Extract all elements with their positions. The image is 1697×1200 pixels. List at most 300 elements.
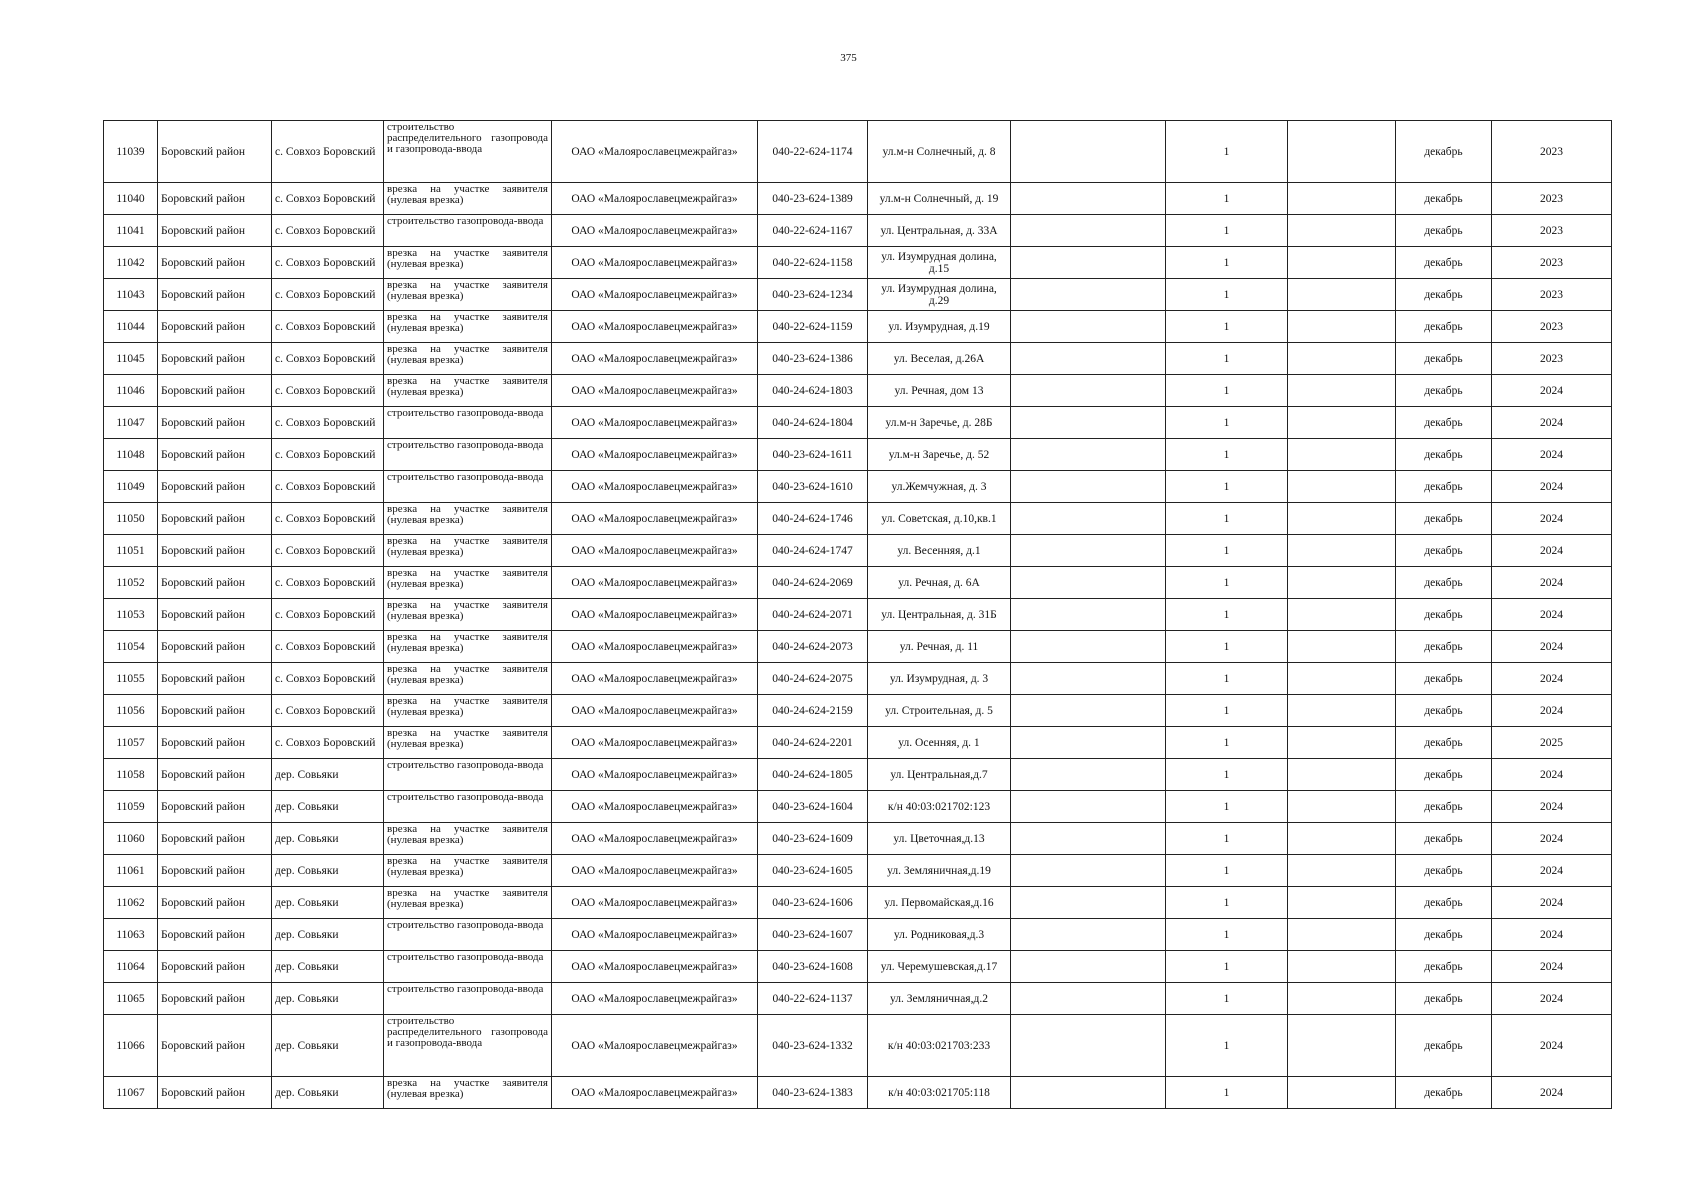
settlement-cell: с. Совхоз Боровский — [272, 535, 384, 567]
code-cell: 040-23-624-1386 — [758, 343, 868, 375]
work-type-cell: врезка на участке заявителя (нулевая врезка) — [384, 183, 552, 215]
quantity-cell: 1 — [1166, 407, 1288, 439]
month-cell: декабрь — [1396, 247, 1492, 279]
address-cell: ул. Речная, дом 13 — [868, 375, 1011, 407]
work-type-cell: врезка на участке заявителя (нулевая врезка) — [384, 247, 552, 279]
code-cell: 040-23-624-1332 — [758, 1015, 868, 1077]
empty-cell — [1288, 375, 1396, 407]
work-type-cell: врезка на участке заявителя (нулевая врезка) — [384, 727, 552, 759]
organization-cell: ОАО «Малоярославецмежрайгаз» — [552, 535, 758, 567]
code-cell: 040-23-624-1234 — [758, 279, 868, 311]
quantity-cell: 1 — [1166, 375, 1288, 407]
row-number: 11050 — [104, 503, 158, 535]
work-type-cell: врезка на участке заявителя (нулевая врезка) — [384, 695, 552, 727]
settlement-cell: с. Совхоз Боровский — [272, 503, 384, 535]
row-number: 11057 — [104, 727, 158, 759]
work-type-cell: врезка на участке заявителя (нулевая врезка) — [384, 311, 552, 343]
work-type-cell: врезка на участке заявителя (нулевая врезка) — [384, 567, 552, 599]
work-type-cell: строительство газопровода-ввода — [384, 919, 552, 951]
settlement-cell: дер. Совьяки — [272, 823, 384, 855]
year-cell: 2024 — [1492, 439, 1612, 471]
year-cell: 2024 — [1492, 599, 1612, 631]
organization-cell: ОАО «Малоярославецмежрайгаз» — [552, 983, 758, 1015]
district-cell: Боровский район — [158, 1015, 272, 1077]
empty-cell — [1288, 983, 1396, 1015]
work-type-cell: строительство газопровода-ввода — [384, 439, 552, 471]
empty-cell — [1011, 183, 1166, 215]
address-cell: ул. Земляничная,д.19 — [868, 855, 1011, 887]
year-cell: 2024 — [1492, 823, 1612, 855]
district-cell: Боровский район — [158, 663, 272, 695]
empty-cell — [1288, 855, 1396, 887]
work-type-cell: врезка на участке заявителя (нулевая врезка) — [384, 343, 552, 375]
settlement-cell: дер. Совьяки — [272, 1077, 384, 1109]
year-cell: 2023 — [1492, 311, 1612, 343]
table-row — [104, 983, 1612, 1015]
code-cell: 040-23-624-1383 — [758, 1077, 868, 1109]
table-row — [104, 1077, 1612, 1109]
year-cell: 2024 — [1492, 535, 1612, 567]
work-type-cell: врезка на участке заявителя (нулевая врезка) — [384, 535, 552, 567]
settlement-cell: с. Совхоз Боровский — [272, 375, 384, 407]
settlement-cell: с. Совхоз Боровский — [272, 247, 384, 279]
district-cell: Боровский район — [158, 631, 272, 663]
district-cell: Боровский район — [158, 983, 272, 1015]
district-cell: Боровский район — [158, 567, 272, 599]
quantity-cell: 1 — [1166, 983, 1288, 1015]
organization-cell: ОАО «Малоярославецмежрайгаз» — [552, 215, 758, 247]
district-cell: Боровский район — [158, 823, 272, 855]
code-cell: 040-22-624-1159 — [758, 311, 868, 343]
month-cell: декабрь — [1396, 407, 1492, 439]
organization-cell: ОАО «Малоярославецмежрайгаз» — [552, 247, 758, 279]
month-cell: декабрь — [1396, 823, 1492, 855]
address-cell: ул. Центральная,д.7 — [868, 759, 1011, 791]
settlement-cell: с. Совхоз Боровский — [272, 183, 384, 215]
year-cell: 2024 — [1492, 503, 1612, 535]
district-cell: Боровский район — [158, 407, 272, 439]
month-cell: декабрь — [1396, 1015, 1492, 1077]
work-type-cell: врезка на участке заявителя (нулевая врезка) — [384, 631, 552, 663]
row-number: 11042 — [104, 247, 158, 279]
organization-cell: ОАО «Малоярославецмежрайгаз» — [552, 631, 758, 663]
empty-cell — [1011, 343, 1166, 375]
quantity-cell: 1 — [1166, 439, 1288, 471]
work-type-cell: строительство газопровода-ввода — [384, 983, 552, 1015]
settlement-cell: дер. Совьяки — [272, 983, 384, 1015]
table-row — [104, 1015, 1612, 1077]
work-type-cell: врезка на участке заявителя (нулевая врезка) — [384, 887, 552, 919]
quantity-cell: 1 — [1166, 695, 1288, 727]
district-cell: Боровский район — [158, 121, 272, 183]
code-cell: 040-24-624-2159 — [758, 695, 868, 727]
row-number: 11059 — [104, 791, 158, 823]
district-cell: Боровский район — [158, 695, 272, 727]
code-cell: 040-23-624-1611 — [758, 439, 868, 471]
month-cell: декабрь — [1396, 599, 1492, 631]
year-cell: 2024 — [1492, 1015, 1612, 1077]
empty-cell — [1288, 535, 1396, 567]
address-cell: ул. Осенняя, д. 1 — [868, 727, 1011, 759]
year-cell: 2023 — [1492, 121, 1612, 183]
code-cell: 040-22-624-1158 — [758, 247, 868, 279]
settlement-cell: с. Совхоз Боровский — [272, 343, 384, 375]
code-cell: 040-24-624-2073 — [758, 631, 868, 663]
empty-cell — [1011, 599, 1166, 631]
organization-cell: ОАО «Малоярославецмежрайгаз» — [552, 759, 758, 791]
empty-cell — [1011, 919, 1166, 951]
row-number: 11056 — [104, 695, 158, 727]
code-cell: 040-23-624-1607 — [758, 919, 868, 951]
month-cell: декабрь — [1396, 695, 1492, 727]
work-type-cell: строительство газопровода-ввода — [384, 759, 552, 791]
empty-cell — [1288, 503, 1396, 535]
month-cell: декабрь — [1396, 503, 1492, 535]
month-cell: декабрь — [1396, 343, 1492, 375]
work-type-cell: строительство газопровода-ввода — [384, 791, 552, 823]
empty-cell — [1011, 279, 1166, 311]
address-cell: к/н 40:03:021702:123 — [868, 791, 1011, 823]
year-cell: 2024 — [1492, 855, 1612, 887]
code-cell: 040-24-624-2071 — [758, 599, 868, 631]
empty-cell — [1011, 375, 1166, 407]
district-cell: Боровский район — [158, 599, 272, 631]
table-row — [104, 823, 1612, 855]
quantity-cell: 1 — [1166, 343, 1288, 375]
work-type-cell: строительство газопровода-ввода — [384, 215, 552, 247]
code-cell: 040-24-624-1803 — [758, 375, 868, 407]
quantity-cell: 1 — [1166, 567, 1288, 599]
address-cell: ул. Земляничная,д.2 — [868, 983, 1011, 1015]
empty-cell — [1288, 759, 1396, 791]
organization-cell: ОАО «Малоярославецмежрайгаз» — [552, 439, 758, 471]
year-cell: 2024 — [1492, 1077, 1612, 1109]
table-row — [104, 407, 1612, 439]
row-number: 11049 — [104, 471, 158, 503]
row-number: 11039 — [104, 121, 158, 183]
settlement-cell: с. Совхоз Боровский — [272, 599, 384, 631]
table-row — [104, 183, 1612, 215]
district-cell: Боровский район — [158, 439, 272, 471]
district-cell: Боровский район — [158, 343, 272, 375]
month-cell: декабрь — [1396, 471, 1492, 503]
empty-cell — [1011, 535, 1166, 567]
quantity-cell: 1 — [1166, 951, 1288, 983]
work-type-cell: строительство газопровода-ввода — [384, 407, 552, 439]
empty-cell — [1011, 311, 1166, 343]
year-cell: 2024 — [1492, 791, 1612, 823]
month-cell: декабрь — [1396, 311, 1492, 343]
year-cell: 2023 — [1492, 279, 1612, 311]
work-type-cell: врезка на участке заявителя (нулевая врезка) — [384, 663, 552, 695]
month-cell: декабрь — [1396, 855, 1492, 887]
organization-cell: ОАО «Малоярославецмежрайгаз» — [552, 375, 758, 407]
empty-cell — [1011, 663, 1166, 695]
organization-cell: ОАО «Малоярославецмежрайгаз» — [552, 919, 758, 951]
district-cell: Боровский район — [158, 247, 272, 279]
empty-cell — [1288, 439, 1396, 471]
year-cell: 2023 — [1492, 343, 1612, 375]
row-number: 11052 — [104, 567, 158, 599]
settlement-cell: с. Совхоз Боровский — [272, 407, 384, 439]
settlement-cell: с. Совхоз Боровский — [272, 279, 384, 311]
quantity-cell: 1 — [1166, 471, 1288, 503]
code-cell: 040-24-624-1746 — [758, 503, 868, 535]
table-row — [104, 631, 1612, 663]
table-row — [104, 279, 1612, 311]
work-type-cell: строительство газопровода-ввода — [384, 951, 552, 983]
work-type-cell: врезка на участке заявителя (нулевая врезка) — [384, 279, 552, 311]
empty-cell — [1011, 247, 1166, 279]
address-cell: ул. Первомайская,д.16 — [868, 887, 1011, 919]
year-cell: 2024 — [1492, 887, 1612, 919]
settlement-cell: с. Совхоз Боровский — [272, 663, 384, 695]
row-number: 11041 — [104, 215, 158, 247]
table-row — [104, 311, 1612, 343]
row-number: 11043 — [104, 279, 158, 311]
empty-cell — [1288, 215, 1396, 247]
work-type-cell: врезка на участке заявителя (нулевая врезка) — [384, 599, 552, 631]
quantity-cell: 1 — [1166, 183, 1288, 215]
district-cell: Боровский район — [158, 215, 272, 247]
row-number: 11047 — [104, 407, 158, 439]
table-row — [104, 599, 1612, 631]
organization-cell: ОАО «Малоярославецмежрайгаз» — [552, 311, 758, 343]
year-cell: 2024 — [1492, 951, 1612, 983]
empty-cell — [1288, 279, 1396, 311]
organization-cell: ОАО «Малоярославецмежрайгаз» — [552, 471, 758, 503]
address-cell: ул. Речная, д. 6А — [868, 567, 1011, 599]
table-row — [104, 343, 1612, 375]
empty-cell — [1288, 791, 1396, 823]
organization-cell: ОАО «Малоярославецмежрайгаз» — [552, 279, 758, 311]
month-cell: декабрь — [1396, 183, 1492, 215]
row-number: 11058 — [104, 759, 158, 791]
empty-cell — [1288, 183, 1396, 215]
row-number: 11055 — [104, 663, 158, 695]
empty-cell — [1011, 215, 1166, 247]
row-number: 11053 — [104, 599, 158, 631]
code-cell: 040-23-624-1604 — [758, 791, 868, 823]
settlement-cell: с. Совхоз Боровский — [272, 695, 384, 727]
empty-cell — [1011, 951, 1166, 983]
table-body — [104, 121, 1612, 1109]
quantity-cell: 1 — [1166, 215, 1288, 247]
year-cell: 2024 — [1492, 407, 1612, 439]
address-cell: ул.м-н Солнечный, д. 19 — [868, 183, 1011, 215]
district-cell: Боровский район — [158, 503, 272, 535]
row-number: 11051 — [104, 535, 158, 567]
district-cell: Боровский район — [158, 855, 272, 887]
address-cell: ул. Цветочная,д.13 — [868, 823, 1011, 855]
row-number: 11046 — [104, 375, 158, 407]
empty-cell — [1288, 1077, 1396, 1109]
empty-cell — [1288, 343, 1396, 375]
empty-cell — [1288, 1015, 1396, 1077]
settlement-cell: дер. Совьяки — [272, 855, 384, 887]
settlement-cell: с. Совхоз Боровский — [272, 121, 384, 183]
settlement-cell: дер. Совьяки — [272, 791, 384, 823]
address-cell: ул. Изумрудная долина, д.15 — [868, 247, 1011, 279]
settlement-cell: с. Совхоз Боровский — [272, 567, 384, 599]
address-cell: ул.м-н Заречье, д. 52 — [868, 439, 1011, 471]
organization-cell: ОАО «Малоярославецмежрайгаз» — [552, 121, 758, 183]
organization-cell: ОАО «Малоярославецмежрайгаз» — [552, 567, 758, 599]
quantity-cell: 1 — [1166, 759, 1288, 791]
address-cell: ул. Изумрудная долина, д.29 — [868, 279, 1011, 311]
code-cell: 040-22-624-1174 — [758, 121, 868, 183]
work-type-cell: врезка на участке заявителя (нулевая врезка) — [384, 503, 552, 535]
organization-cell: ОАО «Малоярославецмежрайгаз» — [552, 503, 758, 535]
settlement-cell: с. Совхоз Боровский — [272, 215, 384, 247]
row-number: 11067 — [104, 1077, 158, 1109]
organization-cell: ОАО «Малоярославецмежрайгаз» — [552, 855, 758, 887]
district-cell: Боровский район — [158, 759, 272, 791]
table-row — [104, 759, 1612, 791]
year-cell: 2024 — [1492, 631, 1612, 663]
table-row — [104, 471, 1612, 503]
code-cell: 040-22-624-1137 — [758, 983, 868, 1015]
settlement-cell: дер. Совьяки — [272, 759, 384, 791]
code-cell: 040-23-624-1389 — [758, 183, 868, 215]
address-cell: ул. Веселая, д.26А — [868, 343, 1011, 375]
year-cell: 2024 — [1492, 567, 1612, 599]
address-cell: ул.м-н Заречье, д. 28Б — [868, 407, 1011, 439]
empty-cell — [1288, 823, 1396, 855]
organization-cell: ОАО «Малоярославецмежрайгаз» — [552, 343, 758, 375]
work-type-cell: врезка на участке заявителя (нулевая врезка) — [384, 823, 552, 855]
empty-cell — [1288, 887, 1396, 919]
empty-cell — [1288, 663, 1396, 695]
quantity-cell: 1 — [1166, 311, 1288, 343]
empty-cell — [1288, 951, 1396, 983]
work-type-cell: врезка на участке заявителя (нулевая врезка) — [384, 855, 552, 887]
row-number: 11060 — [104, 823, 158, 855]
table-row — [104, 375, 1612, 407]
month-cell: декабрь — [1396, 983, 1492, 1015]
table-row — [104, 695, 1612, 727]
code-cell: 040-22-624-1167 — [758, 215, 868, 247]
organization-cell: ОАО «Малоярославецмежрайгаз» — [552, 1077, 758, 1109]
month-cell: декабрь — [1396, 919, 1492, 951]
empty-cell — [1288, 311, 1396, 343]
code-cell: 040-23-624-1610 — [758, 471, 868, 503]
year-cell: 2023 — [1492, 183, 1612, 215]
organization-cell: ОАО «Малоярославецмежрайгаз» — [552, 599, 758, 631]
table-row — [104, 791, 1612, 823]
empty-cell — [1011, 439, 1166, 471]
empty-cell — [1288, 919, 1396, 951]
settlement-cell: дер. Совьяки — [272, 887, 384, 919]
work-type-cell: строительство распределительного газопровода и газопровода-ввода — [384, 1015, 552, 1077]
row-number: 11044 — [104, 311, 158, 343]
address-cell: ул. Черемушевская,д.17 — [868, 951, 1011, 983]
district-cell: Боровский район — [158, 375, 272, 407]
quantity-cell: 1 — [1166, 279, 1288, 311]
work-type-cell: строительство газопровода-ввода — [384, 471, 552, 503]
table-row — [104, 951, 1612, 983]
row-number: 11061 — [104, 855, 158, 887]
empty-cell — [1288, 727, 1396, 759]
code-cell: 040-24-624-1805 — [758, 759, 868, 791]
empty-cell — [1011, 791, 1166, 823]
settlement-cell: с. Совхоз Боровский — [272, 631, 384, 663]
quantity-cell: 1 — [1166, 1077, 1288, 1109]
empty-cell — [1011, 567, 1166, 599]
year-cell: 2024 — [1492, 983, 1612, 1015]
year-cell: 2023 — [1492, 215, 1612, 247]
organization-cell: ОАО «Малоярославецмежрайгаз» — [552, 823, 758, 855]
month-cell: декабрь — [1396, 439, 1492, 471]
organization-cell: ОАО «Малоярославецмежрайгаз» — [552, 183, 758, 215]
quantity-cell: 1 — [1166, 919, 1288, 951]
table-row — [104, 663, 1612, 695]
row-number: 11048 — [104, 439, 158, 471]
empty-cell — [1288, 247, 1396, 279]
empty-cell — [1011, 503, 1166, 535]
empty-cell — [1011, 1015, 1166, 1077]
code-cell: 040-24-624-2201 — [758, 727, 868, 759]
row-number: 11065 — [104, 983, 158, 1015]
empty-cell — [1011, 121, 1166, 183]
district-cell: Боровский район — [158, 535, 272, 567]
table-row — [104, 439, 1612, 471]
table-row — [104, 247, 1612, 279]
empty-cell — [1288, 599, 1396, 631]
row-number: 11064 — [104, 951, 158, 983]
month-cell: декабрь — [1396, 759, 1492, 791]
address-cell: ул. Центральная, д. 33А — [868, 215, 1011, 247]
month-cell: декабрь — [1396, 631, 1492, 663]
code-cell: 040-23-624-1609 — [758, 823, 868, 855]
month-cell: декабрь — [1396, 279, 1492, 311]
year-cell: 2025 — [1492, 727, 1612, 759]
empty-cell — [1288, 695, 1396, 727]
address-cell: ул. Строительная, д. 5 — [868, 695, 1011, 727]
settlement-cell: дер. Совьяки — [272, 1015, 384, 1077]
page-number: 375 — [840, 52, 857, 64]
quantity-cell: 1 — [1166, 631, 1288, 663]
quantity-cell: 1 — [1166, 1015, 1288, 1077]
empty-cell — [1011, 983, 1166, 1015]
quantity-cell: 1 — [1166, 663, 1288, 695]
empty-cell — [1011, 695, 1166, 727]
address-cell: ул. Центральная, д. 31Б — [868, 599, 1011, 631]
empty-cell — [1011, 759, 1166, 791]
organization-cell: ОАО «Малоярославецмежрайгаз» — [552, 663, 758, 695]
row-number: 11054 — [104, 631, 158, 663]
quantity-cell: 1 — [1166, 855, 1288, 887]
district-cell: Боровский район — [158, 311, 272, 343]
empty-cell — [1011, 631, 1166, 663]
month-cell: декабрь — [1396, 121, 1492, 183]
address-cell: ул.Жемчужная, д. 3 — [868, 471, 1011, 503]
empty-cell — [1288, 631, 1396, 663]
settlement-cell: дер. Совьяки — [272, 951, 384, 983]
settlement-cell: с. Совхоз Боровский — [272, 471, 384, 503]
organization-cell: ОАО «Малоярославецмежрайгаз» — [552, 407, 758, 439]
table-row — [104, 215, 1612, 247]
year-cell: 2024 — [1492, 695, 1612, 727]
quantity-cell: 1 — [1166, 791, 1288, 823]
table-row — [104, 535, 1612, 567]
month-cell: декабрь — [1396, 535, 1492, 567]
empty-cell — [1011, 407, 1166, 439]
organization-cell: ОАО «Малоярославецмежрайгаз» — [552, 791, 758, 823]
address-cell: ул.м-н Солнечный, д. 8 — [868, 121, 1011, 183]
table-row — [104, 855, 1612, 887]
month-cell: декабрь — [1396, 375, 1492, 407]
